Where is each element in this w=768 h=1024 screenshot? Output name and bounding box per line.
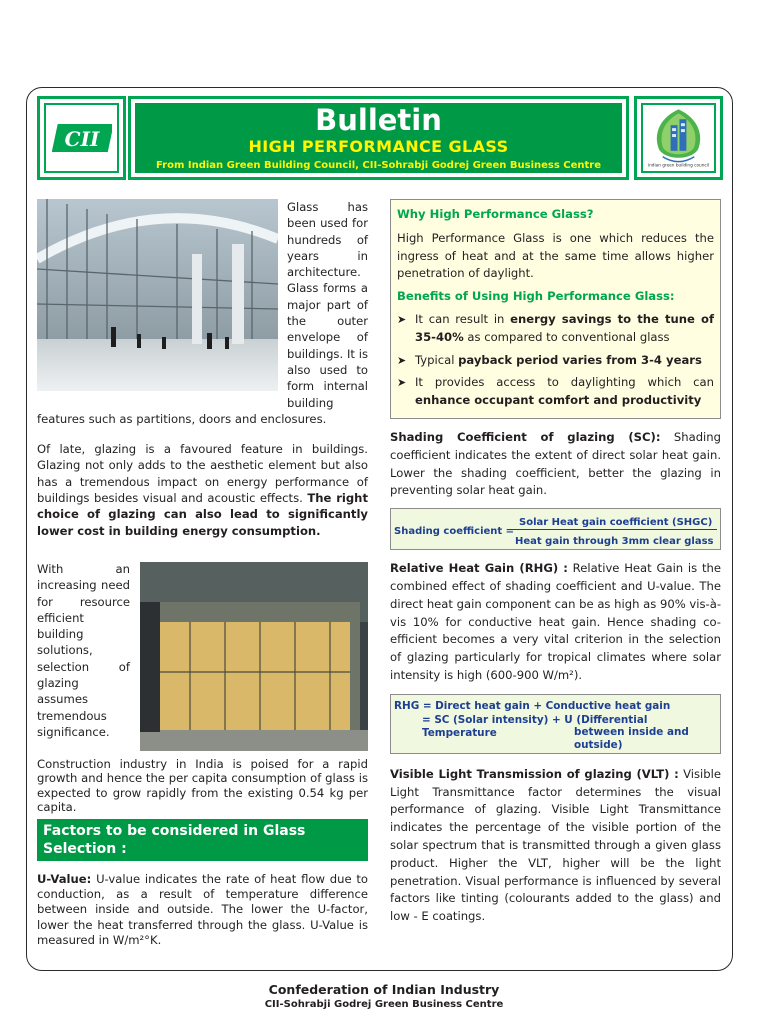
arrow-bullet-icon: ➤ <box>397 312 407 326</box>
arrow-bullet-icon: ➤ <box>397 376 407 390</box>
sc-formula-numerator: Solar Heat gain coefficient (SHGC) <box>519 517 713 529</box>
svg-text:indian green building council: indian green building council <box>647 162 710 168</box>
why-text: High Performance Glass is one which reduces the ingress of heat and at the same time allows higher penetration of daylight. <box>397 230 714 281</box>
svg-text:CII: CII <box>64 127 99 151</box>
vlt-paragraph <box>390 766 721 926</box>
uvalue-paragraph <box>37 872 368 948</box>
glazing-bold-text: The right choice of glazing can also lead to significantly lower cost in building energy consumption. <box>37 491 368 538</box>
intro-paragraph: Glass has been used for hundreds of years in architecture. Glass forms a major part of the outer envelope of buildings. It is also used to form internal building features such as partitions, doors and enclosures. <box>37 200 368 426</box>
benefit-bold: enhance occupant comfort and productivity <box>415 393 702 408</box>
sc-paragraph <box>390 429 721 500</box>
header-banner <box>128 96 629 180</box>
right-column <box>390 199 721 926</box>
glazing-text: Of late, glazing is a favoured feature in buildings. Glazing not only adds to the aesthetic element but also has a tremendous impact on energy performance of buildings besides visual and acoustic effects. <box>37 442 368 506</box>
footer-centre: CII-Sohrabji Godrej Green Business Centre <box>264 999 504 1010</box>
glass-atrium-photo <box>37 199 278 391</box>
sc-formula-denominator: Heat gain through 3mm clear glass <box>515 536 714 548</box>
igbc-logo <box>634 96 723 180</box>
benefits-heading: Benefits of Using High Performance Glass: <box>397 289 675 304</box>
sc-text: Shading coefficient indicates the extent of direct solar heat gain. Lower the shading coefficient, better the glazing in preventing solar heat gain. <box>390 430 721 498</box>
why-heading: Why High Performance Glass? <box>397 207 594 221</box>
cii-logo-icon <box>52 118 112 158</box>
sc-formula <box>390 508 721 550</box>
sc-formula-label: Shading coefficient = <box>394 526 515 538</box>
benefit-text: It provides access to daylighting which can <box>415 375 714 390</box>
uvalue-label: U-Value: <box>37 871 92 886</box>
benefit-text: as compared to conventional glass <box>463 329 670 344</box>
left-column <box>37 199 368 948</box>
benefit-text: It can result in <box>415 311 511 326</box>
rhg-formula-line: between inside and outside) <box>574 725 689 751</box>
uvalue-text: U-value indicates the rate of heat flow due to conduction, as a result of temperature difference between inside and outside. The lower the U-factor, lower the heat transferred through the glass. U-Value is measured in W/m²°K. <box>37 871 368 947</box>
benefit-bold: payback period varies from 3-4 years <box>458 352 702 367</box>
benefit-bold: energy savings to the tune of 35-40% <box>415 311 714 344</box>
benefit-item <box>397 352 714 370</box>
why-box <box>390 199 721 419</box>
bulletin-title: Bulletin <box>315 103 442 137</box>
bulletin-source: From Indian Green Building Council, CII-Sohrabji Godrej Green Business Centre <box>155 160 602 171</box>
sc-label: Shading Coefficient of glazing (SC): <box>390 430 661 444</box>
rhg-formula <box>390 694 721 754</box>
need-paragraph: With an increasing need for resource efficient building solutions, selection of glazing assumes tremendous significance. <box>37 561 130 739</box>
glass-building-photo <box>140 562 368 751</box>
construction-paragraph: Construction industry in India is poised for a rapid growth and hence the per capita consumption of glass is expected to grow rapidly from the existing 0.54 kg per capita. <box>37 756 368 815</box>
fraction-line <box>509 529 717 530</box>
rhg-paragraph <box>390 560 721 685</box>
cii-logo <box>37 96 126 180</box>
igbc-leaf-icon <box>643 105 714 171</box>
benefit-text: Typical <box>415 352 459 367</box>
vlt-label: Visible Light Transmission of glazing (VLT) : <box>390 766 679 781</box>
arrow-bullet-icon: ➤ <box>397 353 407 367</box>
factors-heading: Factors to be considered in Glass Selection : <box>37 819 368 861</box>
benefit-item <box>397 374 714 410</box>
rhg-formula-line: = SC (Solar intensity) + U (Differential Temperature <box>422 713 648 739</box>
footer-org: Confederation of Indian Industry <box>268 982 500 997</box>
vlt-text: Visible Light Transmittance factor determines the visual performance of glazing. Visible Light Transmittance indicates the percentage of the visible portion of the solar spectrum that is transmitted through a given glass product. Higher the VLT, higher will be the light penetration. Visual performance is influenced by several factors like tinting (colourants added to the glass) and low - E coatings. <box>390 766 721 924</box>
rhg-label: Relative Heat Gain (RHG) : <box>390 561 568 576</box>
bulletin-subtitle: HIGH PERFORMANCE GLASS <box>248 137 509 156</box>
rhg-formula-line: RHG = Direct heat gain + Conductive heat gain <box>394 699 671 712</box>
benefit-item <box>397 311 714 347</box>
glazing-paragraph <box>37 441 368 539</box>
rhg-text: Relative Heat Gain is the combined effect of shading coefficient and U-value. The direct heat gain component can be as high as 90% vis-à-vis 10% for conductive heat gain. Hence shading co-efficient becomes a very vital criterion in the selection of glazing particularly for tropical climates where solar intensity is high (600-900 W/m²). <box>390 561 721 682</box>
